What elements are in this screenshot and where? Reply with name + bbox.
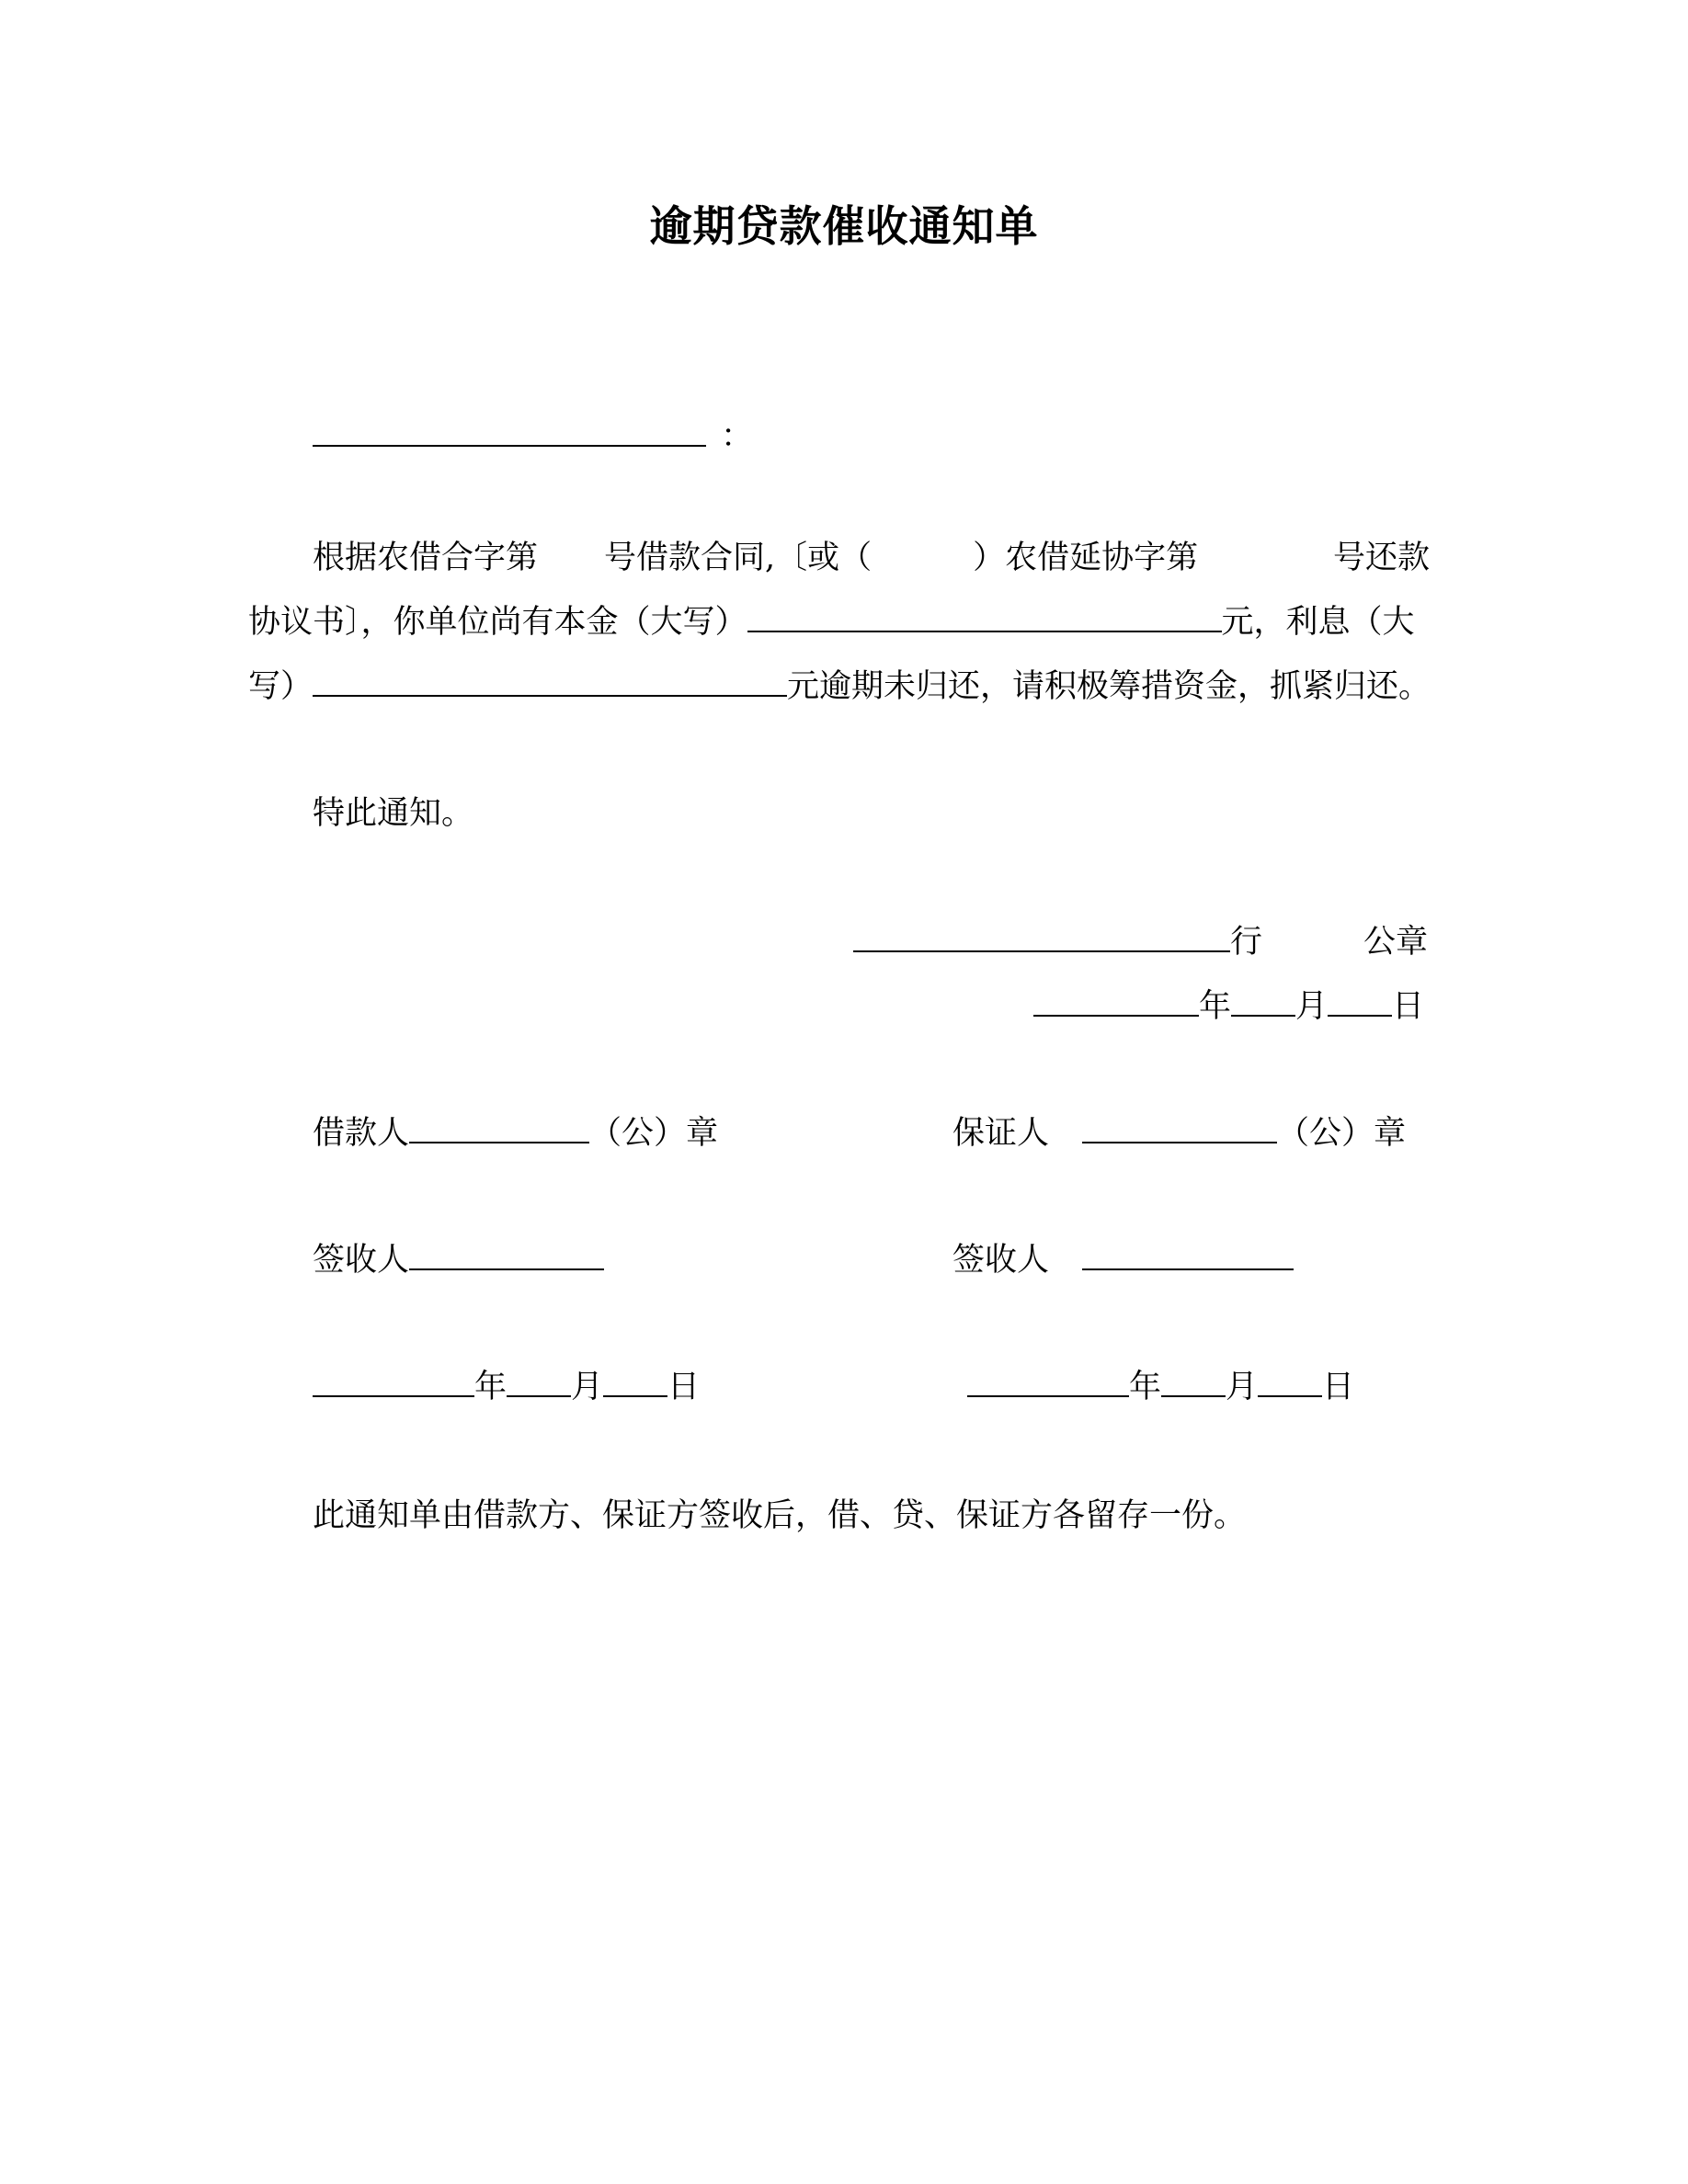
left-date-line	[313, 1355, 700, 1419]
signee-left-blank[interactable]	[409, 1228, 604, 1270]
left-month-blank[interactable]	[507, 1355, 571, 1397]
signee-right-line	[952, 1228, 1294, 1292]
guarantor-seal-line	[952, 1101, 1406, 1166]
day-label: 日	[1392, 988, 1425, 1025]
bank-seal-line	[853, 910, 1428, 974]
principal-amount-blank[interactable]	[747, 590, 1222, 632]
paragraph-text-2: 号借款合同,〔或（	[604, 540, 873, 576]
month-label: 月	[571, 1369, 604, 1405]
right-date-line	[967, 1355, 1354, 1419]
paragraph-line-2	[248, 590, 1415, 654]
bank-month-blank[interactable]	[1231, 974, 1295, 1017]
bank-year-blank[interactable]	[1033, 974, 1199, 1017]
right-year-blank[interactable]	[967, 1355, 1129, 1397]
day-label: 日	[667, 1369, 701, 1405]
bank-seal: 公章	[1363, 924, 1429, 961]
guarantor-blank[interactable]	[1082, 1101, 1277, 1143]
bank-suffix: 行	[1230, 924, 1263, 961]
paragraph-line-1-end	[1333, 526, 1430, 590]
notice-text: 特此通知。	[313, 795, 474, 832]
interest-amount-blank[interactable]	[313, 654, 787, 697]
year-label: 年	[1129, 1369, 1162, 1405]
month-label: 月	[1226, 1369, 1259, 1405]
paragraph-text-4a: 号还款	[1333, 540, 1431, 576]
signee-left-line	[313, 1228, 604, 1292]
paragraph-text-1: 根据农借合字第	[313, 540, 539, 576]
addressee-colon: ：	[721, 418, 754, 455]
addressee-blank[interactable]	[313, 404, 706, 447]
borrower-seal-line	[313, 1101, 718, 1166]
paragraph-text-3: ）农借延协字第	[973, 540, 1199, 576]
guarantor-label: 保证人	[952, 1115, 1050, 1152]
bank-day-blank[interactable]	[1328, 974, 1392, 1017]
bank-date-line	[1033, 974, 1424, 1039]
month-label: 月	[1295, 988, 1329, 1025]
paragraph-line-1	[313, 526, 1314, 590]
right-month-blank[interactable]	[1161, 1355, 1226, 1397]
day-label: 日	[1322, 1369, 1355, 1405]
signee-right-blank[interactable]	[1082, 1228, 1294, 1270]
signee-right-label: 签收人	[952, 1242, 1050, 1279]
year-label: 年	[1199, 988, 1232, 1025]
right-day-blank[interactable]	[1258, 1355, 1322, 1397]
footer-note: 此通知单由借款方、保证方签收后，借、贷、保证方各留存一份。	[313, 1497, 1247, 1534]
left-year-blank[interactable]	[313, 1355, 474, 1397]
paragraph-text-5b: 写）	[248, 668, 314, 705]
year-label: 年	[474, 1369, 508, 1405]
signee-left-label: 签收人	[313, 1242, 410, 1279]
paragraph-text-6: 元逾期未归还，请积极筹措资金，抓紧归还。	[787, 668, 1431, 705]
bank-name-blank[interactable]	[853, 910, 1230, 952]
borrower-label: 借款人	[313, 1115, 410, 1152]
left-day-blank[interactable]	[603, 1355, 667, 1397]
paragraph-text-4b: 协议书〕，你单位尚有本金（大写）	[248, 604, 747, 641]
borrower-seal: （公）章	[589, 1115, 719, 1152]
paragraph-text-5a: 元，利息（大	[1221, 604, 1415, 641]
document-title: 逾期贷款催收通知单	[649, 201, 1039, 251]
guarantor-seal: （公）章	[1277, 1115, 1407, 1152]
paragraph-line-3	[248, 654, 1431, 719]
addressee-line	[313, 404, 753, 469]
borrower-blank[interactable]	[409, 1101, 589, 1143]
